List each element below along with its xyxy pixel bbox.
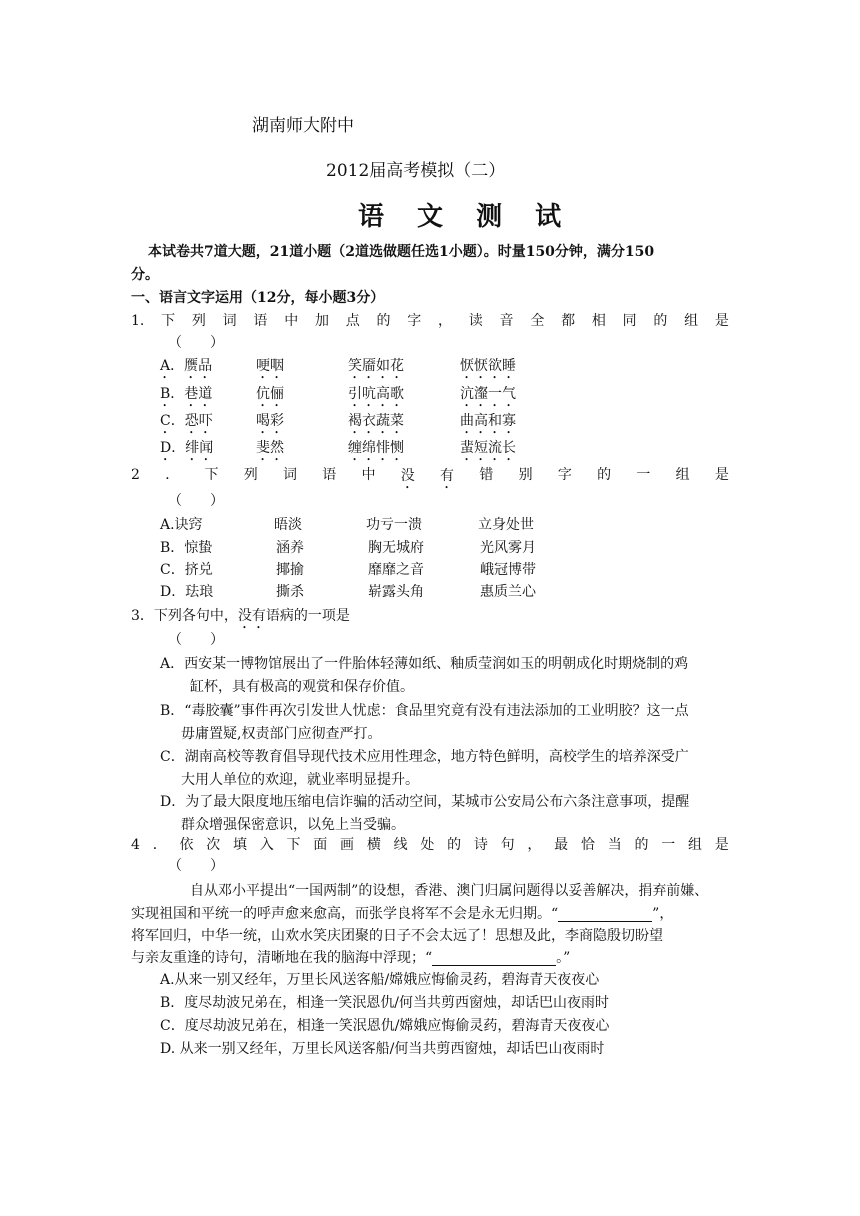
q2-option-c: C．挤兑 揶揄 靡靡之音 峨冠博带 [160, 562, 536, 578]
q4-passage-line4: 与亲友重逢的诗句，清晰地在我的脑海中浮现；“ 。” [131, 950, 571, 966]
intro-line-2: 分。 [131, 267, 159, 283]
q4-passage-line2: 实现祖国和平统一的呼声愈来愈高，而张学良将军不会是永无归期。“ ”， [131, 906, 674, 922]
q4-answer-paren: （ ） [168, 858, 224, 874]
q3-option-c-line2: 大用人单位的欢迎，就业率明显提升。 [181, 772, 419, 788]
q4-option-c: C．度尽劫波兄弟在，相逢一笑泯恩仇/嫦娥应悔偷灵药，碧海青天夜夜心 [160, 1018, 610, 1034]
intro-line-1: 本试卷共7道大题，21道小题（2道选做题任选1小题）。时量150分钟，满分150 [148, 244, 655, 260]
q2-answer-paren: （ ） [168, 493, 224, 509]
q4-option-d: D. 从来一别又经年，万里长风送客船/何当共剪西窗烛，却话巴山夜雨时 [160, 1041, 605, 1057]
q3-option-d-line2: 群众增强保密意识，以免上当受骗。 [181, 817, 405, 833]
q3-answer-paren: （ ） [168, 632, 224, 648]
q4-stem: 4 ． 依 次 填 入 下 面 画 横 线 处 的 诗 句 ， 最 恰 当 的 一 组 是 [131, 837, 729, 853]
q4-option-b: B．度尽劫波兄弟在，相逢一笑泯恩仇/何当共剪西窗烛，却话巴山夜雨时 [160, 995, 610, 1011]
q3-option-d-line1: D．为了最大限度地压缩电信诈骗的活动空间，某城市公安局公布六条注意事项，提醒 [160, 794, 690, 810]
q3-option-a-line1: A．西安某一博物馆展出了一件胎体轻薄如纸、釉质莹润如玉的明朝成化时期烧制的鸡 [160, 656, 689, 672]
q3-option-b-line1: B．“毒胶囊”事件再次引发世人忧虑：食品里究竟有没有违法添加的工业明胶？这一点 [160, 703, 689, 719]
q1-stem: 1. 下 列 词 语 中 加 点 的 字 ， 读 音 全 都 相 同 的 组 是 [131, 313, 729, 329]
q1-option-b: B．巷道 伉俪 引吭高歌 沆瀣一气 [160, 386, 516, 402]
q1-option-c: C．恐吓 喝彩 褐衣蔬菜 曲高和寡 [160, 413, 516, 429]
exam-name: 2012届高考模拟（二） [326, 161, 506, 181]
q3-option-c-line1: C．湖南高校等教育倡导现代技术应用性理念，地方特色鲜明，高校学生的培养深受广 [160, 749, 689, 765]
q1-answer-paren: （ ） [168, 335, 224, 351]
q1-option-d: D．绯闻 斐然 缠绵悱恻 蜚短流长 [160, 440, 516, 456]
page-title: 语 文 测 试 [358, 202, 574, 232]
q2-option-a: A.诀窍 晤淡 功亏一溃 立身处世 [160, 517, 534, 533]
q2-stem: 2 ． 下 列 词 语 中 没 有 错 别 字 的 一 组 是 [131, 467, 729, 484]
q3-option-b-line2: 毋庸置疑,权责部门应彻查严打。 [181, 726, 382, 742]
q3-stem: 3．下列各句中，没有语病的一项是 [131, 608, 350, 624]
q2-option-d: D．珐琅 撕杀 崭露头角 惠质兰心 [160, 584, 536, 600]
q4-option-a: A.从来一别又经年，万里长风送客船/嫦娥应悔偷灵药，碧海青天夜夜心 [160, 972, 600, 988]
q2-option-b: B．惊蛰 涵养 胸无城府 光风雾月 [160, 540, 536, 556]
q4-passage-line3: 将军回归，中华一统，山欢水笑庆团聚的日子不会太远了！思想及此，李商隐殷切盼望 [131, 928, 663, 944]
section-1-heading: 一、语言文字运用（12分，每小题3分） [131, 290, 385, 306]
q3-option-a-line2: 缸杯，具有极高的观赏和保存价值。 [190, 679, 414, 695]
answer-blank-1 [558, 907, 652, 922]
q1-option-a: A．赝品 哽咽 笑靥如花 恹恹欲睡 [160, 358, 516, 374]
answer-blank-2 [432, 951, 556, 966]
q4-passage-line1: 自从邓小平提出“一国两制”的设想，香港、澳门归属问题得以妥善解决，捐弃前嫌、 [190, 883, 709, 899]
school-name: 湖南师大附中 [252, 116, 354, 136]
